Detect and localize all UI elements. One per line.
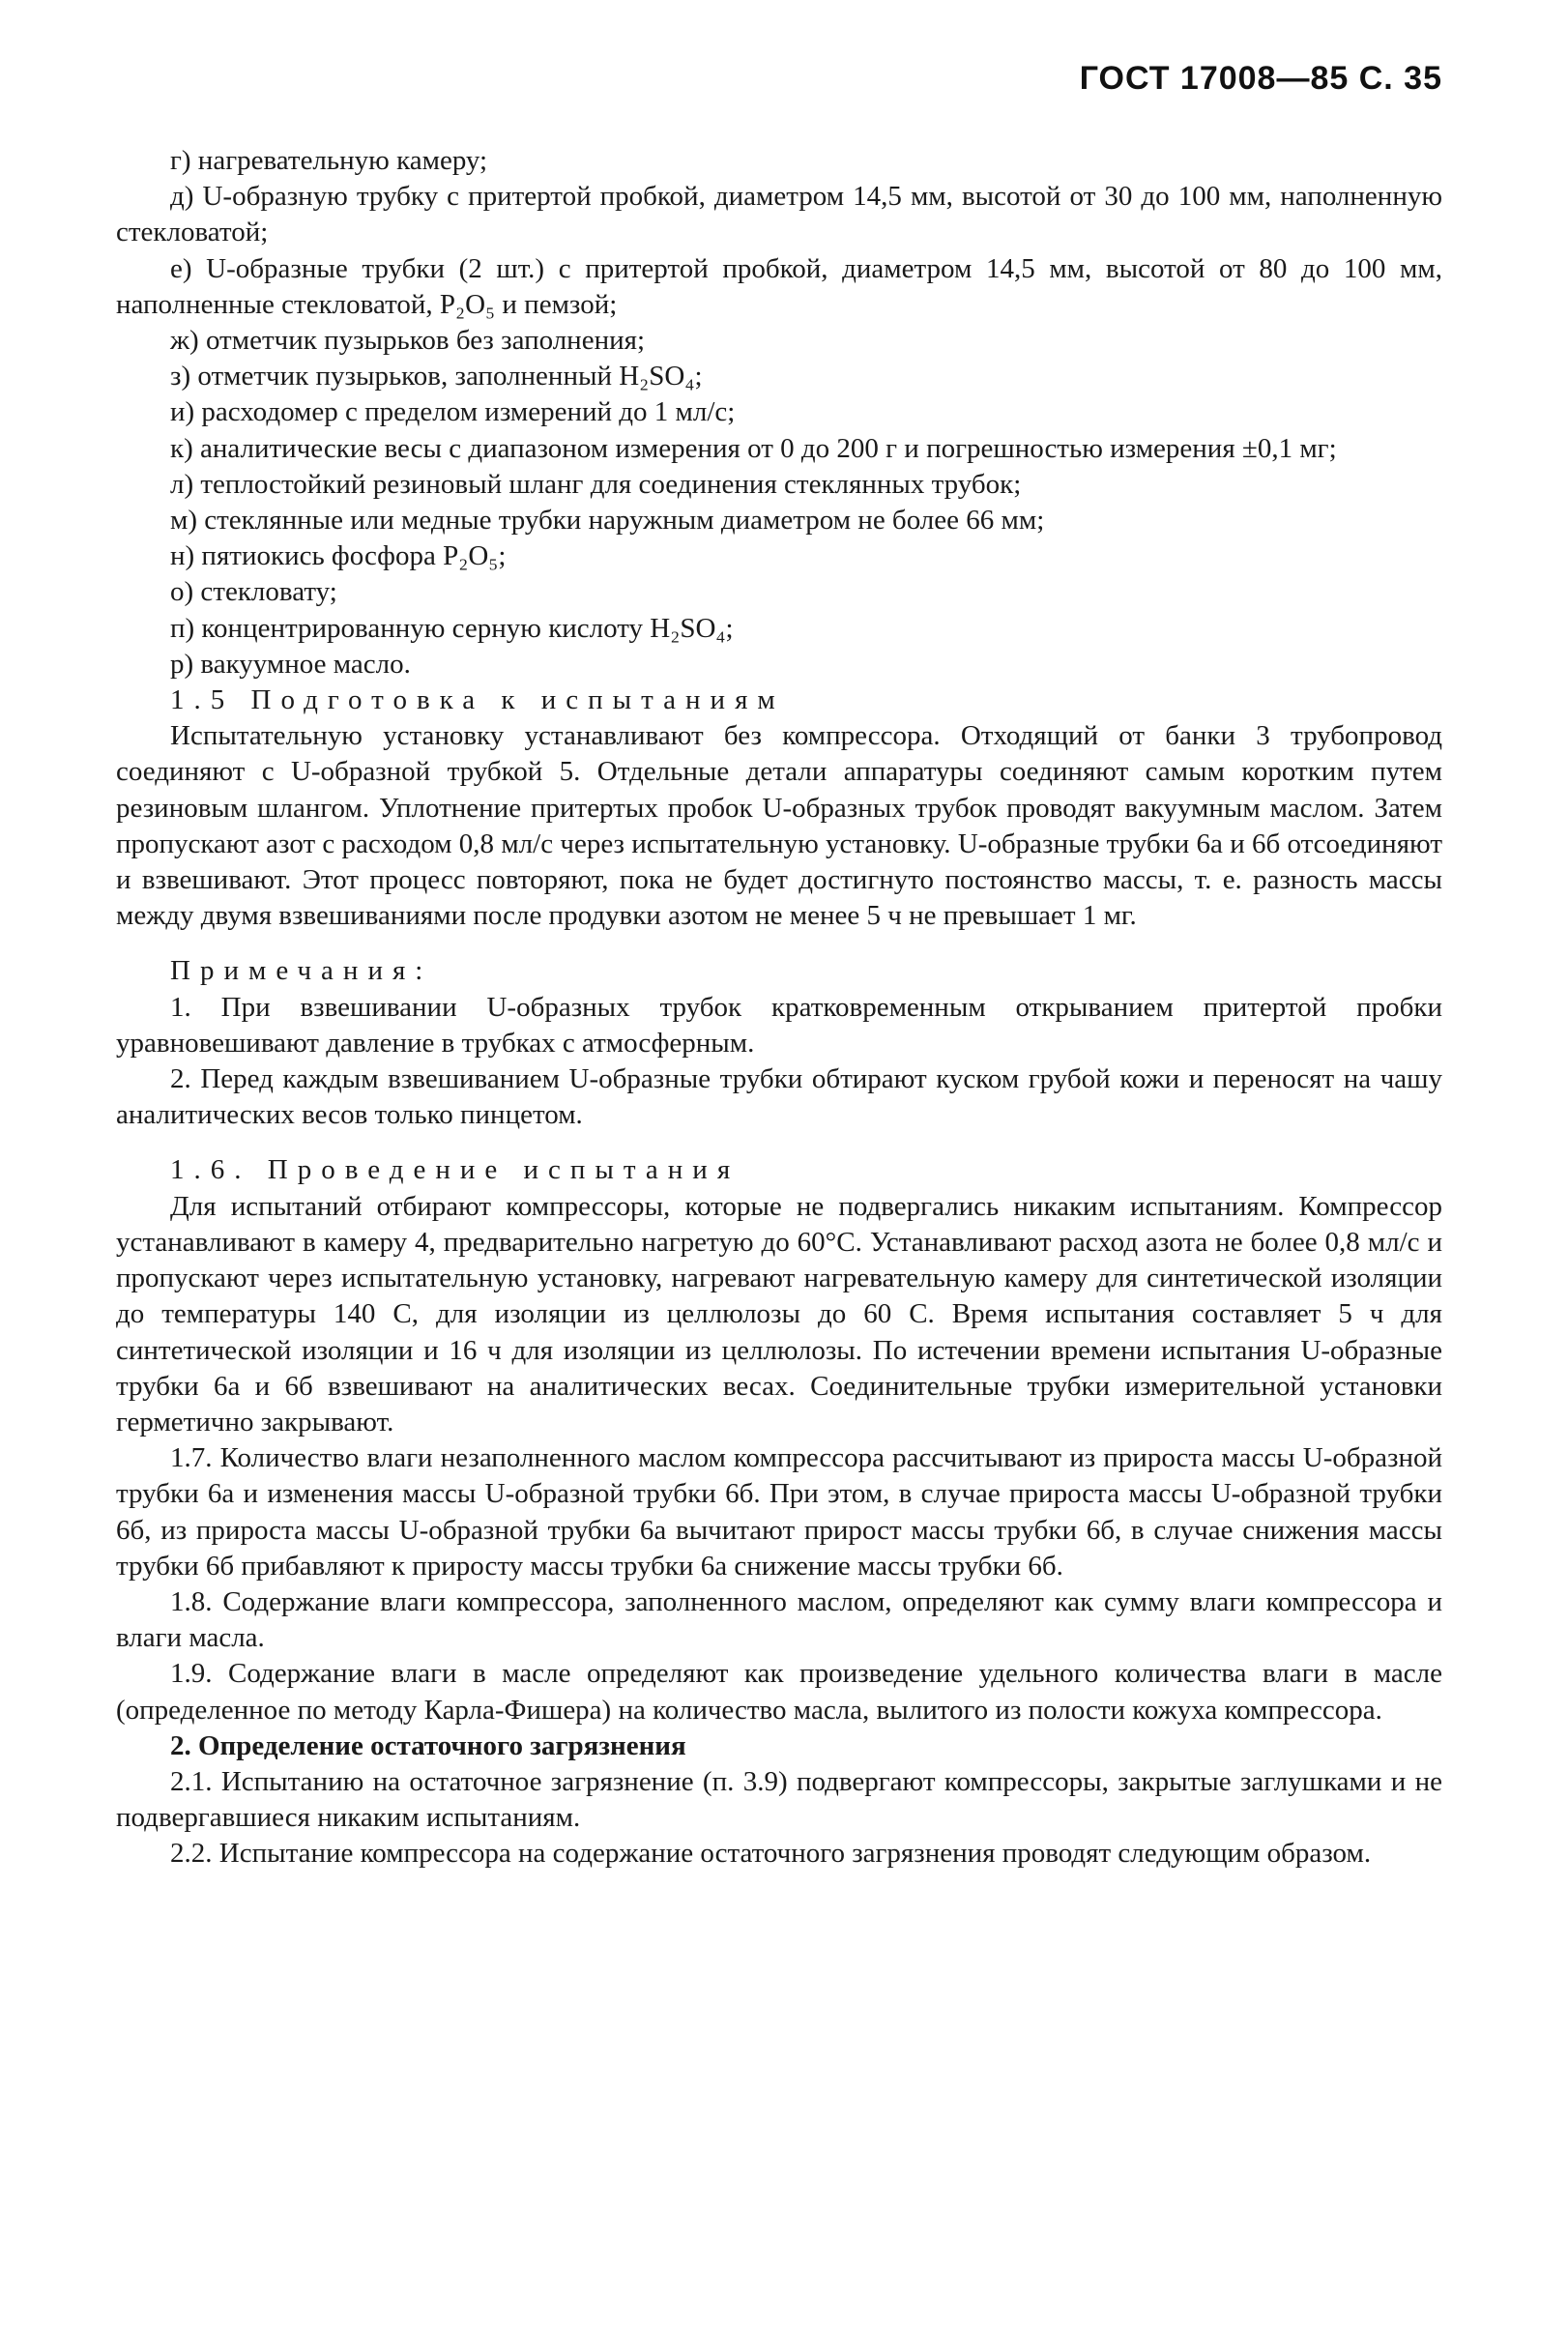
- list-item-z: з) отметчик пузырьков, заполненный H₂SO₄;: [170, 361, 703, 392]
- list-item-r: р) вакуумное масло.: [170, 648, 411, 680]
- section-1-6-text: Для испытаний отбирают компрессоры, которые не подвергались никаким испытаниям. Компрессор устанавливают в камеру 4, предварительно нагретую до 60°С. Устанавливают расход азота не более 0,8 мл/с и пропускают через испытательную установку, нагревают нагревательную камеру для синтетической изоляции до температуры 140 С, для изоляции из целлюлозы до 60 С. Время испытания составляет 5 ч для синтетической изоляции и 16 ч для изоляции из целлюлозы. По истечении времени испытания U-образные трубки 6а и 6б взвешивают на аналитических весах. Соединительные трубки измерительной установки герметично закрывают.: [116, 1190, 1442, 1437]
- section-1-5-heading: 1.5 Подготовка к испытаниям: [170, 684, 785, 716]
- section-1-5-text: Испытательную установку устанавливают без компрессора. Отходящий от банки 3 трубопровод соединяют с U-образной трубкой 5. Отдельные детали аппаратуры соединяют самым коротким путем резиновым шлангом. Уплотнение притертых пробок U-образных трубок проводят вакуумным маслом. Затем пропускают азот с расходом 0,8 мл/с через испытательную установку. U-образные трубки 6а и 6б отсоединяют и взвешивают. Этот процесс повторяют, пока не будет достигнуто постоянство массы, т. е. разность массы между двумя взвешиваниями после продувки азотом не менее 5 ч не превышает 1 мг.: [116, 720, 1442, 932]
- section-2-heading: 2. Определение остаточного загрязнения: [170, 1729, 686, 1761]
- list-item-n: н) пятиокись фосфора P₂O₅;: [170, 540, 507, 572]
- list-item-i: и) расходомер с пределом измерений до 1 мл/с;: [170, 396, 736, 428]
- list-item-o: о) стекловату;: [170, 576, 337, 608]
- page-header: ГОСТ 17008—85 С. 35: [1079, 60, 1442, 97]
- paragraph-1-9: 1.9. Содержание влаги в масле определяют как произведение удельного количества влаги в масле (определенное по методу Карла-Фишера) на количество масла, вылитого из полости кожуха компрессора.: [116, 1658, 1442, 1726]
- note-1: 1. При взвешивании U-образных трубок кратковременным открыванием притертой пробки уравновешивают давление в трубках с атмосферным.: [116, 991, 1442, 1059]
- section-1-6-heading: 1.6. Проведение испытания: [170, 1154, 740, 1186]
- list-item-l: л) теплостойкий резиновый шланг для соединения стеклянных трубок;: [170, 468, 1022, 500]
- list-item-m: м) стеклянные или медные трубки наружным диаметром не более 66 мм;: [170, 505, 1045, 537]
- list-item-k: к) аналитические весы с диапазоном измерения от 0 до 200 г и погрешностью измерения ±0,1 мг;: [170, 432, 1337, 464]
- list-item-g: г) нагревательную камеру;: [170, 145, 488, 176]
- notes-heading: Примечания:: [170, 955, 433, 987]
- document-body: [116, 143, 1442, 1873]
- paragraph-2-2: 2.2. Испытание компрессора на содержание остаточного загрязнения проводят следующим образом.: [170, 1838, 1372, 1870]
- paragraph-1-8: 1.8. Содержание влаги компрессора, заполненного маслом, определяют как сумму влаги компрессора и влаги масла.: [116, 1585, 1442, 1654]
- note-2: 2. Перед каждым взвешиванием U-образные трубки обтирают куском грубой кожи и переносят на чашу аналитических весов только пинцетом.: [116, 1063, 1442, 1131]
- list-item-p: п) концентрированную серную кислоту H₂SO₄;: [170, 612, 734, 644]
- paragraph-2-1: 2.1. Испытанию на остаточное загрязнение (п. 3.9) подвергают компрессоры, закрытые заглушками и не подвергавшиеся никаким испытаниям.: [116, 1765, 1442, 1834]
- list-item-d: д) U-образную трубку с притертой пробкой, диаметром 14,5 мм, высотой от 30 до 100 мм, наполненную стекловатой;: [116, 181, 1442, 248]
- list-item-e: е) U-образные трубки (2 шт.) с притертой пробкой, диаметром 14,5 мм, высотой от 80 до 100 мм, наполненные стекловатой, P₂O₅ и пемзой;: [116, 252, 1442, 320]
- paragraph-1-7: 1.7. Количество влаги незаполненного маслом компрессора рассчитывают из прироста массы U-образной трубки 6а и изменения массы U-образной трубки 6б. При этом, в случае прироста массы U-образной трубки 6б, из прироста массы U-образной трубки 6а вычитают прирост массы трубки 6б, в случае снижения массы трубки 6б прибавляют к приросту массы трубки 6а снижение массы трубки 6б.: [116, 1442, 1442, 1582]
- list-item-zh: ж) отметчик пузырьков без заполнения;: [170, 325, 646, 357]
